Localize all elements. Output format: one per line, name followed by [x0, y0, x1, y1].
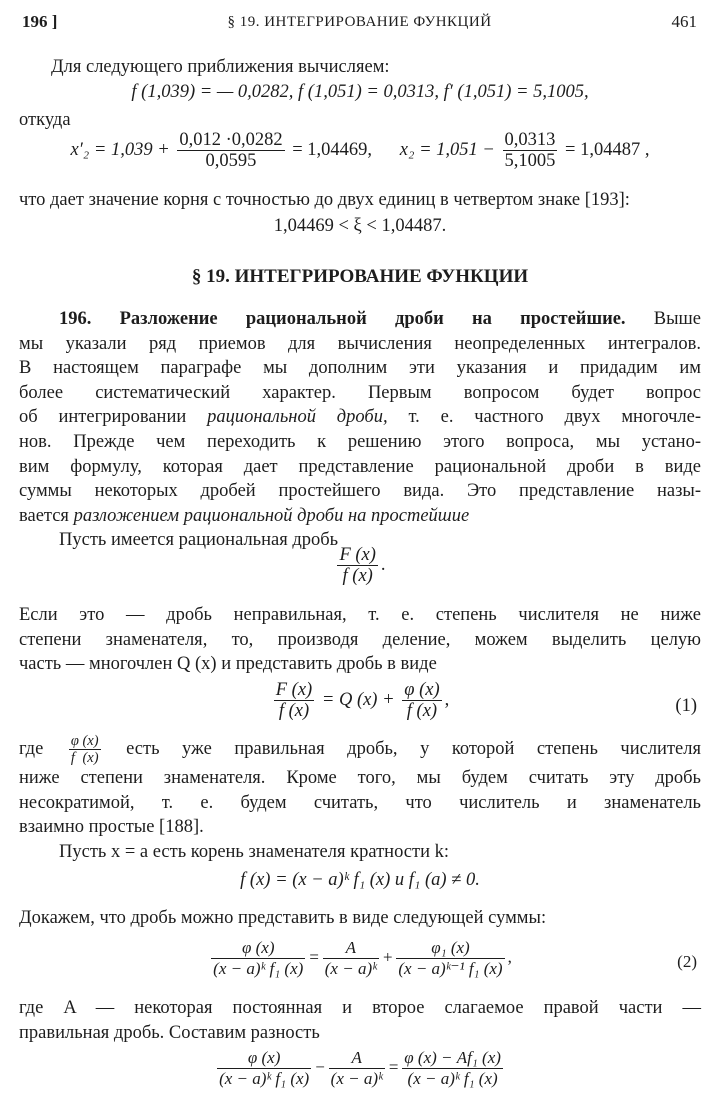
intro-line2: откуда: [19, 110, 71, 130]
p196-l8: суммы некоторых дробей простейшего вида. Это представление назы-: [19, 481, 701, 502]
eq1-mid: = Q (x) +: [321, 689, 395, 710]
x2p-fraction: [177, 130, 284, 171]
p4-l1: Докажем, что дробь можно представить в виде следующей суммы:: [19, 908, 547, 928]
p196-l9i: разложением рациональной дроби на простейшие: [73, 505, 470, 526]
p3-fraction: [69, 733, 101, 766]
intro-text: [19, 55, 701, 80]
eq3-f-num: φ (x) − Af₁ (x): [404, 1048, 501, 1067]
p196-l6: нов. Прежде чем переходить к решению этого вопроса, мы устано-: [19, 431, 701, 452]
rational-fraction: $\frac{F (x)}{f (x)}$ .: [339, 545, 386, 586]
eq2-c-num: φ₁ (x): [396, 938, 504, 959]
eq2-c-den: (x − a)ᵏ⁻¹ f₁ (x): [398, 959, 503, 978]
rf-num: F (x): [339, 545, 376, 565]
paragraph-196: [19, 307, 701, 553]
eq3-f-den: (x − a)ᵏ f₁ (x): [407, 1069, 498, 1088]
x2p-res: = 1,04469,: [292, 139, 373, 160]
eq3-e-frac: [329, 1048, 385, 1089]
intro-bound: 1,04469 < ξ < 1,04487.: [273, 216, 447, 236]
x2-fraction: [503, 130, 558, 171]
equation-1: $\frac{F (x)}{f (x)}$ = Q (x) + $\frac{\varphi (x)}{f (x)}$ , (1): [275, 680, 697, 721]
x2p-num: 0,012 ·0,0282: [179, 130, 283, 150]
eq1-l-num: F (x): [275, 680, 313, 700]
paragraph-4: [19, 996, 701, 1045]
eq2-b-frac: [323, 938, 379, 979]
paragraph-2: [19, 603, 701, 677]
eq1-l-den: f (x): [278, 701, 310, 721]
eq3-d-den: (x − a)ᵏ f₁ (x): [219, 1069, 310, 1088]
eq2-a-frac: [211, 938, 305, 979]
p196-l5a: об интегрировании: [19, 407, 187, 428]
p196-heading: 196. Разложение рациональной дроби на простейшие.: [59, 309, 626, 329]
p4-l3: правильная дробь. Составим разность: [19, 1022, 320, 1043]
page-header-left: 196 ]: [22, 12, 58, 31]
p196-l1: Выше: [653, 309, 701, 329]
eq3-f-frac: [402, 1048, 503, 1089]
running-title: § 19. ИНТЕГРИРОВАНИЕ ФУНКЦИЙ: [227, 14, 492, 30]
eq1-right-frac: [402, 680, 441, 721]
section-title: § 19. ИНТЕГРИРОВАНИЕ ФУНКЦИИ: [191, 266, 529, 287]
eq1-number: (1): [675, 696, 697, 716]
p3-l1a: где: [19, 738, 44, 759]
p3-l3: несократимой, т. е. будем считать, что числитель и знаменатель: [19, 792, 701, 813]
eq3-d-frac: [217, 1048, 311, 1089]
p196-l3: В настоящем параграфе мы дополним эти указания и придадим им: [19, 358, 701, 379]
x2p-den: 0,0595: [205, 151, 257, 171]
p2-l3: часть — многочлен Q (x) и представить дробь в виде: [19, 654, 437, 675]
p2-l1: Если это — дробь неправильная, т. е. степень числителя не ниже: [19, 605, 701, 625]
intro-eq1: f (1,039) = — 0,0282, f (1,051) = 0,0313, f′ (1,051) = 5,1005,: [131, 82, 589, 102]
rf-frac: [337, 545, 377, 586]
eq3-e-den: (x − a)ᵏ: [330, 1069, 383, 1088]
p196-l5b: т. е. частного двух многочле-: [408, 407, 702, 428]
eq1-r-num: φ (x): [404, 680, 440, 700]
eq2-a-den: (x − a)ᵏ f₁ (x): [213, 959, 304, 978]
p196-l9a: вается: [19, 505, 69, 526]
eq2-c-frac: [396, 938, 504, 979]
p196-l2: мы указали ряд приемов для вычисления неопределенных интегралов.: [19, 333, 701, 354]
equation-3: $\frac{\varphi (x)}{\text{(x − a)ᵏ f₁ (x)}}$ − $\frac{A}{\text{(x − a)ᵏ}}$ = $\frac{\text{φ (x) − Af₁ (x)}}{\text{(x − a)ᵏ f₁ (x)}}$: [219, 1048, 501, 1088]
eq3-e-num: A: [329, 1048, 385, 1069]
x2-num: 0,0313: [504, 130, 556, 150]
eq2-a-num: φ (x): [211, 938, 305, 959]
page-number: 461: [671, 12, 697, 31]
p3-fr-den: f (x): [70, 750, 99, 766]
equation-2: $\frac{\varphi (x)}{\text{(x − a)ᵏ f₁ (x)}}$ = $\frac{A}{\text{(x − a)ᵏ}}$ + $\frac{\text{φ₁ (x)}}{\text{(x − a)ᵏ⁻¹ f₁ (x)}}$ , (2): [213, 938, 697, 978]
p2-l2: степени знаменателя, то, производя деление, можем выделить целую: [19, 629, 701, 650]
eq1-left-frac: [274, 680, 314, 721]
p3-l5: Пусть x = a есть корень знаменателя кратности k:: [59, 841, 449, 862]
x2p-lhs: x′₂ = 1,039 +: [70, 139, 170, 160]
x2-lhs: x₂ = 1,051 −: [399, 139, 495, 160]
intro-line3: что дает значение корня с точностью до двух единиц в четвертом знаке [193]:: [19, 190, 630, 210]
x2-res: = 1,04487 ,: [565, 139, 650, 160]
rf-den: f (x): [342, 566, 373, 586]
p3-l2: ниже степени знаменателя. Кроме того, мы будем считать эту дробь: [19, 768, 701, 788]
paragraph-3: [19, 733, 701, 864]
p196-l10: Пусть имеется рациональная дробь: [59, 530, 339, 551]
p196-l7: вим формулу, которая дает представление рациональной дроби в виде: [19, 456, 701, 477]
intro-line1: Для следующего приближения вычисляем:: [51, 57, 390, 77]
eq1-r-den: f (x): [406, 701, 438, 721]
p3-fr-num: φ (x): [70, 733, 99, 749]
p3-equation: f (x) = (x − a)ᵏ f₁ (x) и f₁ (a) ≠ 0.: [240, 870, 480, 890]
eq3-d-num: φ (x): [217, 1048, 311, 1069]
p3-l4: взаимно простые [188].: [19, 817, 204, 838]
x2-den: 5,1005: [504, 151, 556, 171]
p3-l1b: есть уже правильная дробь, у которой степень числителя: [126, 738, 701, 759]
eq2-b-den: (x − a)ᵏ: [324, 959, 377, 978]
page-header: [22, 10, 697, 36]
eq2-number: (2): [677, 952, 697, 971]
eq2-b-num: A: [323, 938, 379, 959]
intro-eq2: [19, 130, 701, 180]
p196-l5i: рациональной дроби,: [207, 407, 388, 428]
p196-l4: более систематический характер. Первым вопросом будет вопрос: [19, 382, 701, 403]
p4-l2: где A — некоторая постоянная и второе слагаемое правой части —: [19, 998, 701, 1018]
